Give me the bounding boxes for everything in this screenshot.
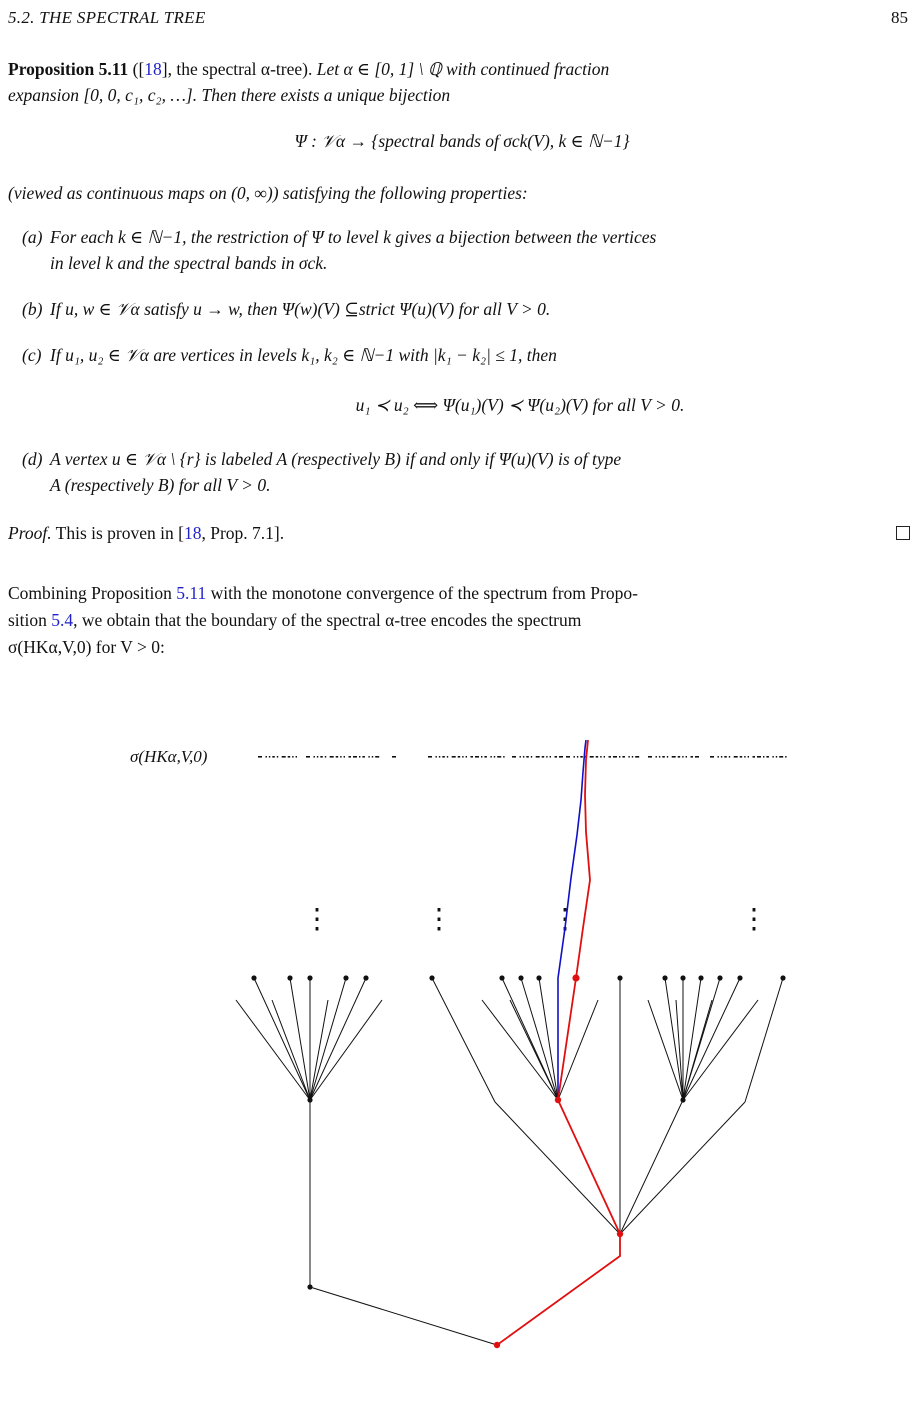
spectrum-dot xyxy=(330,756,334,758)
item-text: If u, w ∈ 𝒱α satisfy u → w, then Ψ(w)(V) ⊆strict Ψ(u)(V) for all V > 0. xyxy=(50,299,551,319)
spectrum-dot xyxy=(776,756,777,758)
spectrum-dot xyxy=(656,756,657,758)
spectrum-dot xyxy=(596,756,599,758)
spectrum-dot xyxy=(484,756,487,758)
spectrum-dot xyxy=(740,756,743,758)
spectrum-dot xyxy=(729,756,730,758)
spectrum-dot xyxy=(667,756,668,758)
spectrum-dot xyxy=(306,756,310,758)
spectrum-dot xyxy=(682,756,683,758)
spectrum-dot xyxy=(766,756,769,758)
spectrum-dot xyxy=(772,756,773,758)
spectrum-dot xyxy=(613,756,617,758)
spectrum-dot xyxy=(550,756,551,758)
spectrum-dot xyxy=(635,756,639,758)
spectrum-dot xyxy=(353,756,357,758)
spectrum-dot xyxy=(372,756,373,758)
spectrum-dot xyxy=(721,756,722,758)
spectrum-dot xyxy=(344,756,345,758)
proof-label: Proof. xyxy=(8,523,52,543)
after-display-text: (viewed as continuous maps on (0, ∞)) satisfying the following properties: xyxy=(8,183,528,203)
spectrum-dot xyxy=(763,756,764,758)
spectrum-dot xyxy=(442,756,445,758)
statement-line-1: Let α ∈ [0, 1] \ ℚ with continued fraction xyxy=(312,59,610,79)
page-header xyxy=(8,8,912,32)
spectrum-dot xyxy=(678,756,681,758)
spectrum-dot xyxy=(439,756,440,758)
combining-text: , we obtain that the boundary of the spectral α-tree encodes the spectrum xyxy=(73,610,582,630)
page-number: 85 xyxy=(891,8,908,27)
spectrum-dot xyxy=(609,756,612,758)
spectrum-dot xyxy=(600,756,601,758)
item-text-cont: in level k and the spectral bands in σck. xyxy=(50,253,328,273)
spectrum-dot xyxy=(659,756,660,758)
spectrum-dot xyxy=(336,756,339,758)
spectrum-dot xyxy=(462,756,463,758)
spectrum-dot xyxy=(471,756,474,758)
tree-black-edges xyxy=(236,978,783,1345)
spectrum-dot xyxy=(604,756,605,758)
item-label: (a) xyxy=(22,227,43,247)
proposition-block xyxy=(8,56,916,108)
item-label: (d) xyxy=(22,449,43,469)
spectrum-dot xyxy=(368,756,369,758)
ellipsis-2: ⋮ xyxy=(425,904,453,935)
item-label: (b) xyxy=(22,299,43,319)
spectrum-dot xyxy=(497,756,501,758)
spectrum-label: σ(HKα,V,0) xyxy=(130,747,208,766)
spectrum-dot xyxy=(724,756,727,758)
spectrum-dot xyxy=(494,756,495,758)
spectrum-dot xyxy=(375,756,379,758)
spectrum-dot xyxy=(555,756,558,758)
ellipsis-4: ⋮ xyxy=(740,904,768,935)
spectrum-dot xyxy=(686,756,687,758)
spectrum-dot xyxy=(490,756,491,758)
proof-text-end: , Prop. 7.1]. xyxy=(201,523,285,543)
spectrum-dot xyxy=(325,756,326,758)
spectrum-dot xyxy=(288,756,291,758)
spectrum-dot xyxy=(632,756,633,758)
proposition-link-5-4[interactable]: 5.4 xyxy=(51,610,74,630)
running-head: 5.2. THE SPECTRAL TREE xyxy=(8,8,206,27)
item-label: (c) xyxy=(22,345,42,365)
spectrum-dot xyxy=(340,756,341,758)
spectrum-dot xyxy=(691,756,694,758)
spectrum-dot xyxy=(577,756,578,758)
spectrum-dot xyxy=(269,756,270,758)
spectrum-dot xyxy=(695,756,699,758)
spectrum-dot xyxy=(619,756,620,758)
combining-text: sition xyxy=(8,610,52,630)
spectrum-dot xyxy=(392,756,396,758)
spectrum-dot xyxy=(359,756,360,758)
proposition-link-5-11[interactable]: 5.11 xyxy=(176,583,207,603)
combining-text: Combining Proposition xyxy=(8,583,177,603)
spectrum-dot xyxy=(349,756,352,758)
spectrum-dot xyxy=(648,756,652,758)
spectrum-dot xyxy=(458,756,461,758)
spectrum-dot xyxy=(753,756,756,758)
spectrum-dot xyxy=(277,756,278,758)
spectrum-dot xyxy=(672,756,676,758)
spectrum-dot xyxy=(258,756,262,758)
proof-block xyxy=(8,520,916,546)
statement-line-2: expansion [0, 0, c₁, c₂, …]. Then there exists a unique bijection xyxy=(8,85,451,105)
spectrum-dot xyxy=(317,756,318,758)
ellipsis-1: ⋮ xyxy=(303,904,331,935)
qed-box-icon xyxy=(896,526,910,540)
spectrum-dot xyxy=(757,756,761,758)
spectrum-dot xyxy=(436,756,437,758)
spectrum-dot xyxy=(734,756,738,758)
spectrum-dot xyxy=(266,756,267,758)
spectrum-dot xyxy=(590,756,594,758)
spectrum-dot xyxy=(428,756,432,758)
citation-rest: ], the spectral α-tree). xyxy=(161,59,313,79)
display-map: Ψ : 𝒱α → {spectral bands of σck(V), k ∈ ℕ−1} xyxy=(294,131,630,151)
spectrum-dot xyxy=(718,756,719,758)
spectrum-dot xyxy=(475,756,479,758)
spectrum-dot xyxy=(744,756,745,758)
spectrum-dot xyxy=(536,756,540,758)
item-d xyxy=(22,446,912,498)
spectrum-dot xyxy=(314,756,315,758)
citation-link-18[interactable]: 18 xyxy=(144,59,162,79)
spectrum-dot xyxy=(503,756,504,758)
spectrum-dot xyxy=(566,756,570,758)
spectrum-dot xyxy=(779,756,783,758)
combining-paragraph xyxy=(8,580,916,661)
spectrum-dot xyxy=(546,756,547,758)
spectrum-dot xyxy=(622,756,625,758)
item-text: If u₁, u₂ ∈ 𝒱α are vertices in levels k₁, k₂ ∈ ℕ−1 with |k₁ − k₂| ≤ 1, then xyxy=(50,345,557,365)
combining-text: with the monotone convergence of the spectrum from Propo- xyxy=(206,583,638,603)
spectrum-dot xyxy=(748,756,749,758)
spectrum-dot xyxy=(282,756,286,758)
spectrum-dot xyxy=(272,756,275,758)
spectrum-dot xyxy=(526,756,529,758)
spectrum-dot xyxy=(466,756,467,758)
spectrum-dot xyxy=(452,756,456,758)
item-c xyxy=(22,342,912,368)
proof-text: This is proven in [ xyxy=(51,523,184,543)
spectrum-dot xyxy=(362,756,365,758)
spectrum-dot xyxy=(580,756,583,758)
spectrum-dot xyxy=(559,756,563,758)
spectrum-dot xyxy=(574,756,575,758)
spectrum-dot xyxy=(481,756,482,758)
spectrum-dot xyxy=(320,756,323,758)
spectrum-dot xyxy=(523,756,524,758)
citation-open: ([ xyxy=(128,59,145,79)
spectrum-dot xyxy=(785,756,786,758)
proposition-label: Proposition 5.11 xyxy=(8,59,129,79)
item-a xyxy=(22,224,912,276)
item-b xyxy=(22,296,912,322)
citation-link-18[interactable]: 18 xyxy=(183,523,202,543)
spectrum-dot xyxy=(292,756,293,758)
spectrum-dot xyxy=(662,756,665,758)
combining-text: σ(HKα,V,0) for V > 0: xyxy=(8,637,165,657)
spectrum-dot xyxy=(710,756,714,758)
spectrum-dots xyxy=(258,756,787,758)
item-text: For each k ∈ ℕ−1, the restriction of Ψ to level k gives a bijection between the vertices xyxy=(50,227,657,247)
item-text: A vertex u ∈ 𝒱α \ {r} is labeled A (respectively B) if and only if Ψ(u)(V) is of type xyxy=(50,449,622,469)
spectrum-dot xyxy=(628,756,629,758)
item-text-cont: A (respectively B) for all V > 0. xyxy=(50,475,271,495)
spectrum-dot xyxy=(542,756,545,758)
spectrum-dot xyxy=(447,756,448,758)
spectrum-dot xyxy=(531,756,532,758)
item-c-display: u₁ ≺ u₂ ⟺ Ψ(u₁)(V) ≺ Ψ(u₂)(V) for all V > 0. xyxy=(355,395,685,415)
ellipsis-3: ⋮ xyxy=(551,904,579,935)
spectral-tree-figure xyxy=(0,700,920,1411)
spectrum-dot xyxy=(512,756,516,758)
spectrum-dot xyxy=(296,756,297,758)
spectrum-dot xyxy=(520,756,521,758)
